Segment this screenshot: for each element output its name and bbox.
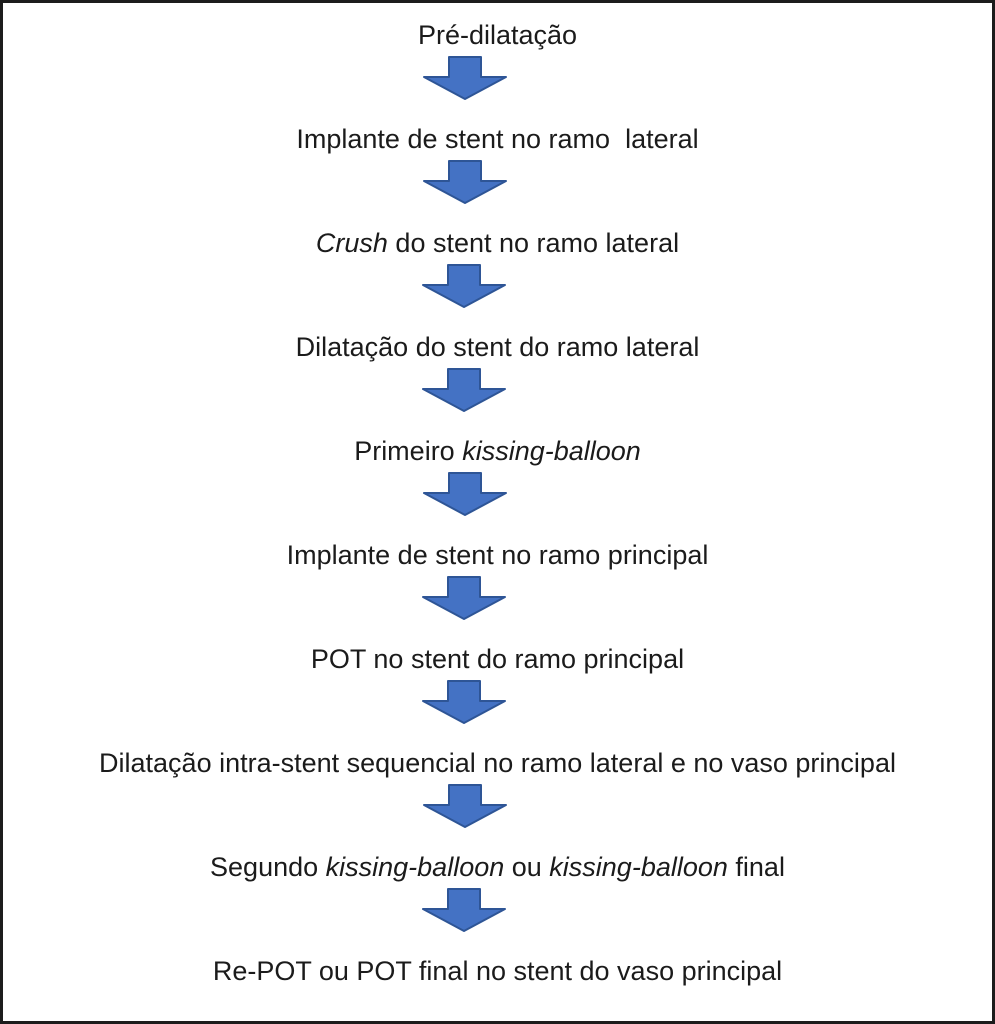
flow-step [418,20,577,124]
flow-step-label [316,228,679,258]
step-text: Segundo [210,852,326,882]
flow-step-label [287,540,709,570]
down-arrow-icon [421,784,509,829]
down-arrow-icon [421,472,509,517]
step-text: Dilatação intra-stent sequencial no ramo lateral e no vaso principal [99,748,896,778]
flow-step-label [296,332,700,362]
flow-step [296,332,700,436]
flow-step-label [311,644,684,674]
flow-step [287,540,709,644]
down-arrow-icon [420,576,508,621]
step-text: Primeiro [354,436,463,466]
step-text: Dilatação do stent do ramo lateral [295,332,700,362]
flow-step-label [354,436,641,466]
flow-step-label [99,748,896,778]
down-arrow-icon [420,368,508,413]
step-text: do stent no ramo lateral [387,228,680,258]
step-text-italic: kissing-balloon [462,436,641,466]
step-text-italic: kissing-balloon [549,852,728,882]
down-arrow-icon [420,680,508,725]
down-arrow-icon [421,56,509,101]
flow-step-label [296,124,698,154]
flow-step [316,228,679,332]
flow-step [210,852,785,956]
down-arrow-icon [420,888,508,933]
flow-step [213,956,782,986]
step-text: POT no stent do ramo principal [310,644,685,674]
flow-step-label [213,956,782,986]
flow-step-label [210,852,785,882]
step-text: final [727,852,785,882]
flow-step [296,124,698,228]
flow-step [354,436,641,540]
down-arrow-icon [420,264,508,309]
step-text-italic: Crush [315,228,388,258]
down-arrow-icon [421,160,509,205]
step-text: ou [504,852,550,882]
step-text: Implante de stent no ramo principal [286,540,709,570]
step-text: Implante de stent no ramo lateral [296,124,699,154]
step-text: Pré-dilatação [417,20,578,50]
flow-step-label [418,20,577,50]
flow-step [99,748,896,852]
step-text: Re-POT ou POT final no stent do vaso principal [212,956,783,986]
flow-step [311,644,684,748]
step-text-italic: kissing-balloon [325,852,505,882]
